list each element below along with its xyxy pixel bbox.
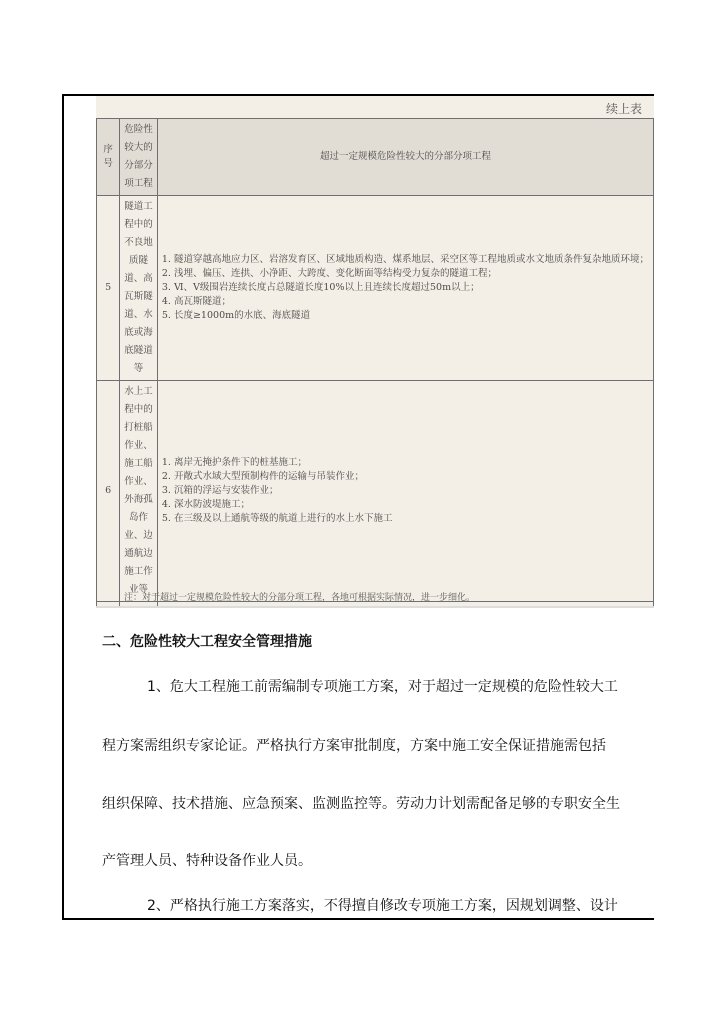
paragraph-line: 组织保障、技术措施、应急预案、监测监控等。劳动力计划需配备足够的专职安全生 [102,796,620,812]
paragraph-line: 程方案需组织专家论证。严格执行方案审批制度，方案中施工安全保证措施需包括 [102,738,606,754]
row-hazard-desc: 水上工程中的打桩船作业、施工船作业、外海孤岛作业、边通航边施工作业等 [120,381,158,602]
hazard-item: 1. 隧道穿越高地应力区、岩溶发育区、区域地质构造、煤系地层、采空区等工程地质或水文地质条件复杂地质环境； [161,254,649,265]
table-note: 注：对于超过一定规模危险性较大的分部分项工程，各地可根据实际情况，进一步细化。 [124,593,476,603]
hazard-item: 1. 离岸无掩护条件下的桩基施工； [161,457,307,468]
hazard-item: 3. 沉箱的浮运与安装作业； [161,485,279,496]
table-row [97,196,654,381]
hazard-item: 2. 开敞式水域大型预制构件的运输与吊装作业； [161,471,364,482]
hazard-item: 2. 浅埋、偏压、连拱、小净距、大跨度、变化断面等结构受力复杂的隧道工程； [161,268,497,279]
paragraph-line: 产管理人员、特种设备作业人员。 [102,853,312,869]
row-hazard-desc: 隧道工程中的不良地质隧道、高瓦斯隧道、水底或海底隧道等 [120,196,158,381]
scanned-table-image [96,96,654,608]
row-number: 5 [97,196,120,381]
paragraph-line: 2、严格执行施工方案落实，不得擅自修改专项施工方案，因规划调整、设计 [147,898,618,914]
row-large-hazard-items [157,196,653,381]
row-large-hazard-items [157,381,653,602]
hazard-item: 3. Ⅵ、Ⅴ级围岩连续长度占总隧道长度10%以上且连续长度超过50m以上； [161,282,480,293]
header-large-hazard: 超过一定规模危险性较大的分部分项工程 [157,119,653,196]
row-number: 6 [97,381,120,602]
section-heading: 二、危险性较大工程安全管理措施 [102,634,312,650]
header-no: 序号 [97,119,120,196]
hazard-item: 5. 在三级及以上通航等级的航道上进行的水上水下施工 [161,513,393,524]
hazard-item: 5. 长度≥1000m的水底、海底隧道 [161,310,311,321]
table-header-row [97,119,654,196]
hazard-item: 4. 高瓦斯隧道； [161,296,231,307]
divider [96,606,654,608]
header-hazard: 危险性较大的分部分项工程 [120,119,158,196]
hazard-item: 4. 深水防波堤施工； [161,499,250,510]
table-body [97,196,654,609]
continued-label: 续上表 [605,102,642,116]
hazard-table [96,118,654,608]
paragraph-line: 1、危大工程施工前需编制专项施工方案，对于超过一定规模的危险性较大工 [147,679,618,695]
table-row [97,381,654,602]
